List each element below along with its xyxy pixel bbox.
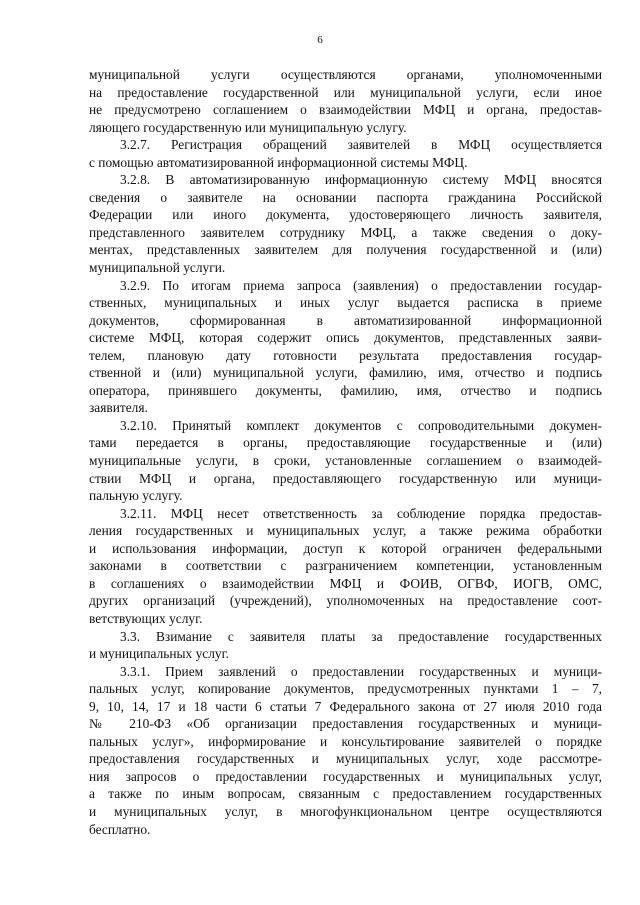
paragraph [89, 66, 602, 136]
paragraph [89, 136, 602, 171]
text-line: 9, 10, 14, 17 и 18 части 6 статьи 7 Федерального закона от 27 июля 2010 года [89, 698, 602, 714]
text-line: 3.2.11. МФЦ несет ответственность за соблюдение порядка предостав- [120, 505, 602, 521]
text-line: 3.2.9. По итогам приема запроса (заявления) о предоставлении государ- [120, 277, 602, 293]
text-line: ляющего государственную или муниципальную услугу. [89, 119, 407, 135]
text-line: не предусмотрено соглашением о взаимодействии МФЦ и органа, предостав- [89, 102, 602, 118]
text-line: заявителя. [89, 400, 148, 416]
text-line: телем, плановую дату готовности результата предоставления государ- [89, 347, 602, 363]
text-line: законами в соответствии с разграничением компетенции, установленным [89, 558, 602, 574]
text-line: и использования информации, доступ к которой ограничен федеральными [89, 540, 602, 556]
text-line: муниципальной услуги осуществляются органами, уполномоченными [89, 67, 602, 82]
paragraph [89, 663, 602, 838]
text-line: в соглашениях о взаимодействии МФЦ и ФОИВ, ОГВФ, ИОГВ, ОМС, [89, 575, 602, 591]
text-line: с помощью автоматизированной информационной системы МФЦ. [89, 154, 468, 170]
text-line: пальных услуг», информирование и консультирование заявителей о порядке [89, 733, 602, 749]
text-line: документов, сформированная в автоматизированной информационной [89, 312, 602, 328]
text-line: 3.3.1. Прием заявлений о предоставлении государственных и муници- [120, 663, 602, 679]
text-line: и муниципальных услуг, в многофункциональном центре осуществляются [89, 803, 602, 819]
text-line: Федерации или иного документа, удостоверяющего личность заявителя, [89, 207, 602, 223]
text-line: представленного заявителем сотруднику МФЦ, а также сведения о доку- [89, 224, 602, 240]
text-line: ственной и (или) муниципальной услуги, фамилию, имя, отчество и подпись [89, 365, 602, 381]
text-line: муниципальной услуги. [89, 260, 226, 276]
text-line: ствии МФЦ и органа, предоставляющего государственную или муници- [89, 470, 602, 486]
paragraph [89, 171, 602, 276]
text-line: и муниципальных услуг. [89, 646, 229, 662]
text-line: сведения о заявителе на основании паспорта гражданина Российской [89, 189, 602, 205]
text-line: 3.2.7. Регистрация обращений заявителей в МФЦ осуществляется [120, 137, 602, 153]
text-line: ментах, представленных заявителем для получения государственной и (или) [89, 242, 602, 258]
text-line: 3.2.10. Принятый комплект документов с сопроводительными докумен- [120, 417, 602, 433]
paragraph [89, 628, 602, 663]
text-line: на предоставление государственной или муниципальной услуги, если иное [89, 84, 602, 100]
text-line: пальных услуг, копирование документов, предусмотренных пунктами 1 – 7, [89, 681, 602, 697]
document-body [89, 66, 602, 838]
text-line: ветствующих услуг. [89, 610, 203, 626]
text-line: тами передается в органы, предоставляющие государственные и (или) [89, 435, 602, 451]
text-line: бесплатно. [89, 821, 151, 837]
text-line: № 210-ФЗ «Об организации предоставления государственных и муници- [89, 716, 602, 732]
text-line: других организаций (учреждений), уполномоченных на предоставление соот- [89, 593, 602, 609]
text-line: муниципальные услуги, в сроки, установленные соглашением о взаимодей- [89, 453, 602, 469]
text-line: ния запросов о предоставлении государственных и муниципальных услуг, [89, 768, 602, 784]
text-line: а также по иным вопросам, связанным с предоставлением государственных [89, 786, 602, 802]
text-line: оператора, принявшего документы, фамилию, имя, отчество и подпись [89, 382, 602, 398]
text-line: 3.3. Взимание с заявителя платы за предоставление государственных [120, 628, 602, 644]
paragraph [89, 505, 602, 628]
text-line: ственных, муниципальных и иных услуг выдается расписка в приеме [89, 295, 602, 311]
text-line: 3.2.8. В автоматизированную информационную систему МФЦ вносятся [120, 172, 602, 188]
paragraph [89, 277, 602, 417]
text-line: системе МФЦ, которая содержит опись документов, представленных заяви- [89, 330, 602, 346]
text-line: ления государственных и муниципальных услуг, а также режима обработки [89, 523, 602, 539]
page-number: 6 [317, 34, 323, 46]
paragraph [89, 417, 602, 505]
text-line: пальную услугу. [89, 488, 183, 504]
text-line: предоставления государственных и муниципальных услуг, ходе рассмотре- [89, 751, 602, 767]
